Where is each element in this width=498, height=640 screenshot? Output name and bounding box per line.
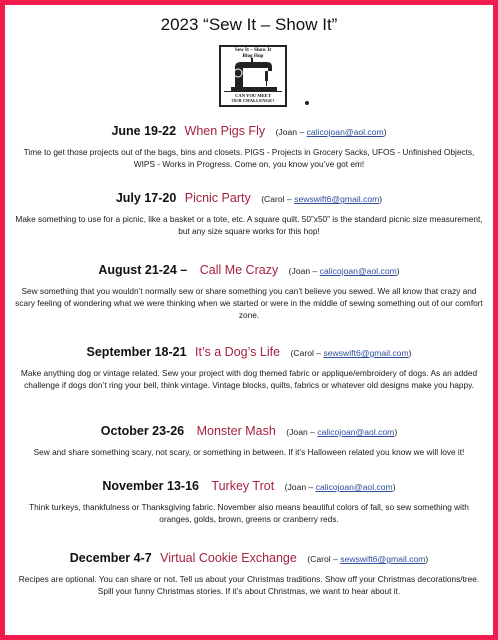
event-heading	[13, 123, 485, 140]
event-name: Virtual Cookie Exchange	[160, 551, 297, 565]
event-date: September 18-21	[86, 345, 187, 359]
event-description: Make anything dog or vintage related. Sew your project with dog themed fabric or applique/embroidery of dogs. As an added challenge if dogs don’t ring your bell, think vintage. Vintage blocks, quilts, fabrics or whatever old designs make you happy.	[20, 368, 478, 390]
host-prefix: (Joan –	[275, 127, 305, 137]
logo-top-line1: Sew It – Show It	[234, 47, 272, 53]
host-prefix: (Joan –	[284, 482, 314, 492]
event-description: Time to get those projects out of the bags, bins and closets. PIGS - Projects in Grocery Sacks, UFOS - Unfinished Objects, WIPS - Works in Progress. Come on, you know you’ve got em!	[23, 147, 475, 169]
host-suffix: )	[396, 266, 400, 276]
event-host	[276, 127, 387, 137]
email-link[interactable]: calicojoan@aol.com	[319, 266, 397, 276]
stray-dot	[305, 101, 309, 105]
event-host	[261, 194, 382, 204]
email-link[interactable]: sewswift6@gmail.com	[294, 194, 380, 204]
logo-bottom-line2: OUR CHALLENGE?	[231, 98, 275, 103]
host-prefix: (Carol –	[261, 194, 292, 204]
event-heading	[13, 550, 485, 567]
event-name: Monster Mash	[196, 424, 276, 438]
event-october	[13, 423, 485, 458]
host-suffix: )	[379, 194, 383, 204]
event-name: Turkey Trot	[211, 479, 275, 493]
host-suffix: )	[394, 427, 398, 437]
logo-footer	[224, 91, 282, 103]
event-description: Make something to use for a picnic, like a basket or a tote, etc. A square quilt. 50”x50” is the standard picnic size measurement, but any size square works for this hop!	[15, 214, 483, 236]
page-title: 2023 “Sew It – Show It”	[160, 15, 338, 34]
event-date: June 19-22	[111, 124, 177, 138]
event-august	[13, 262, 485, 321]
event-heading	[13, 478, 485, 495]
event-date: November 13-16	[102, 479, 199, 493]
event-name: It’s a Dog’s Life	[195, 345, 281, 359]
host-prefix: (Joan –	[286, 427, 315, 437]
host-prefix: (Carol –	[307, 554, 338, 564]
event-host	[285, 482, 396, 492]
event-december	[13, 550, 485, 597]
event-host	[291, 348, 412, 358]
host-suffix: )	[392, 482, 396, 492]
event-description: Recipes are optional. You can share or not. Tell us about your Christmas traditions. Show off your Christmas decorations/tree. Spill your funny Christmas stories. If it’s about Christmas, we want to hear about it.	[18, 574, 480, 596]
event-name: When Pigs Fly	[184, 124, 266, 138]
email-link[interactable]: sewswift6@gmail.com	[340, 554, 426, 564]
event-host	[289, 266, 400, 276]
sewing-machine-logo	[219, 45, 287, 107]
event-name: Picnic Party	[184, 191, 251, 205]
event-date: December 4-7	[69, 551, 152, 565]
email-link[interactable]: calicojoan@aol.com	[315, 482, 393, 492]
event-date: October 23-26	[100, 424, 185, 438]
email-link[interactable]: sewswift6@gmail.com	[323, 348, 409, 358]
event-host	[307, 554, 428, 564]
email-link[interactable]: calicojoan@aol.com	[317, 427, 395, 437]
event-name: Call Me Crazy	[199, 263, 279, 277]
event-heading	[13, 262, 485, 279]
event-heading	[13, 423, 485, 440]
host-suffix: )	[383, 127, 387, 137]
event-july	[13, 190, 485, 237]
event-description: Think turkeys, thankfulness or Thanksgiving fabric. November also means beautiful colors of fall, so sew something with oranges, golds, brown, greens or cranberry reds.	[29, 502, 469, 524]
event-date: July 17-20	[115, 191, 177, 205]
logo-bottom-line1: CAN YOU MEET	[235, 93, 271, 98]
host-prefix: (Joan –	[288, 266, 318, 276]
host-suffix: )	[408, 348, 412, 358]
event-description: Sew something that you wouldn’t normally sew or share something you can’t believe you sewed. We all know that crazy and scary feeling of wondering what we were thinking when we started or were in the middle of sewing something out of our comfort zone.	[15, 286, 483, 320]
logo-top-line2: Blog Hop	[242, 52, 264, 59]
host-suffix: )	[425, 554, 429, 564]
event-november	[13, 478, 485, 525]
event-june	[13, 123, 485, 170]
event-september	[13, 344, 485, 391]
event-heading	[13, 190, 485, 207]
event-description: Sew and share something scary, not scary, or something in between. If it’s Halloween related you know we will love it!	[33, 447, 465, 457]
host-prefix: (Carol –	[290, 348, 322, 358]
event-host	[286, 427, 397, 437]
email-link[interactable]: calicojoan@aol.com	[306, 127, 384, 137]
event-date: August 21-24 –	[98, 263, 188, 277]
logo-header	[221, 48, 285, 59]
event-heading	[13, 344, 485, 361]
